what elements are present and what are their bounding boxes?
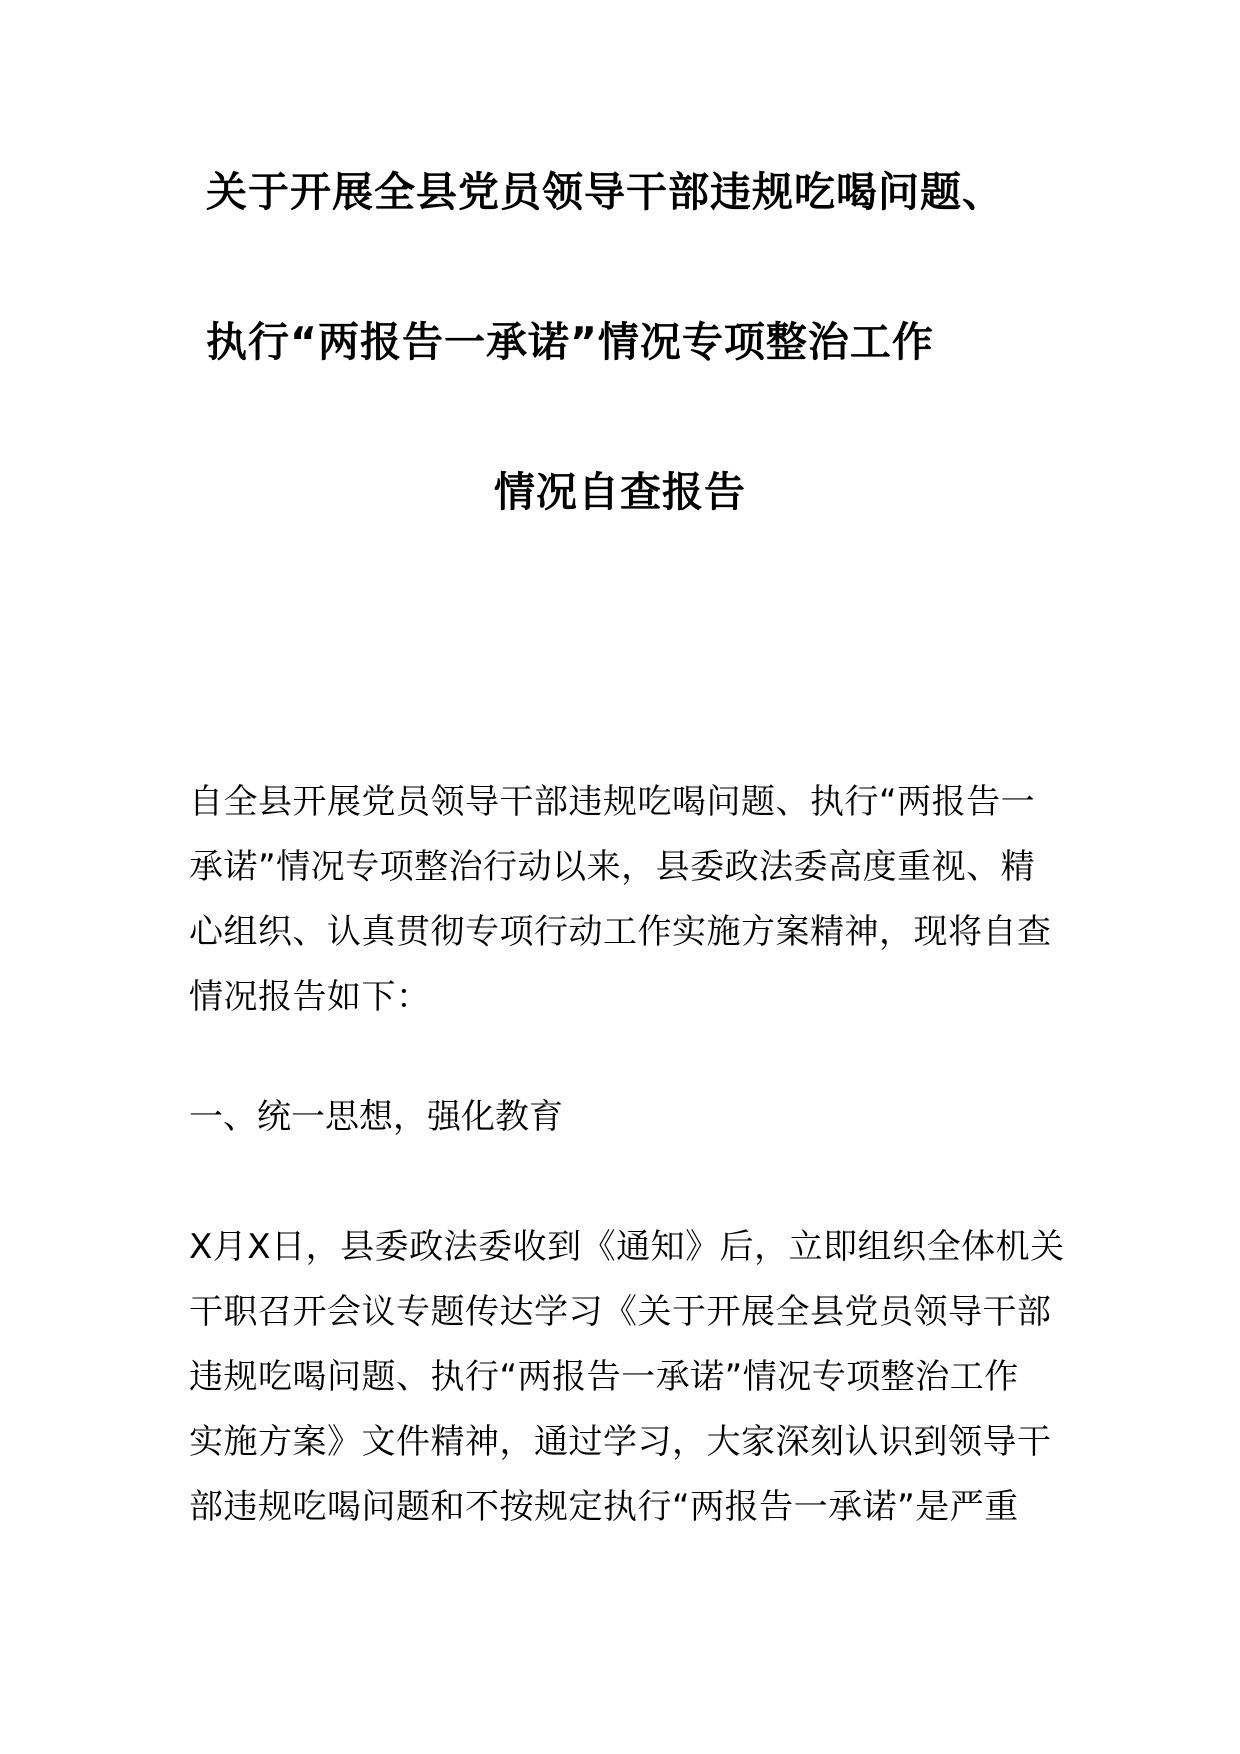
title-line-2: 执行“两报告一承诺”情况专项整治工作 <box>206 318 934 366</box>
intro-line-3: 心组织、认真贯彻专项行动工作实施方案精神，现将自查 <box>189 912 1052 952</box>
section-line-1: X月X日，县委政法委收到《通知》后，立即组织全体机关 <box>189 1227 1065 1267</box>
section-line-2: 干职召开会议专题传达学习《关于开展全县党员领导干部 <box>189 1292 1052 1332</box>
section-paragraph-1 <box>189 1215 1065 1540</box>
title-line-3: 情况自查报告 <box>494 468 746 516</box>
section-line-3: 违规吃喝问题、执行“两报告一承诺”情况专项整治工作 <box>189 1357 1019 1397</box>
intro-line-2: 承诺”情况专项整治行动以来，县委政法委高度重视、精 <box>189 847 1036 887</box>
intro-paragraph <box>189 770 1052 1030</box>
section-heading-1: 一、统一思想，强化教育 <box>189 1097 563 1137</box>
title-line-1: 关于开展全县党员领导干部违规吃喝问题、 <box>206 168 1004 216</box>
section-line-5: 部违规吃喝问题和不按规定执行“两报告一承诺”是严重 <box>189 1487 1019 1527</box>
intro-line-4: 情况报告如下： <box>189 977 431 1017</box>
section-line-4: 实施方案》文件精神，通过学习，大家深刻认识到领导干 <box>189 1422 1052 1462</box>
intro-line-1: 自全县开展党员领导干部违规吃喝问题、执行“两报告一 <box>189 782 1036 822</box>
